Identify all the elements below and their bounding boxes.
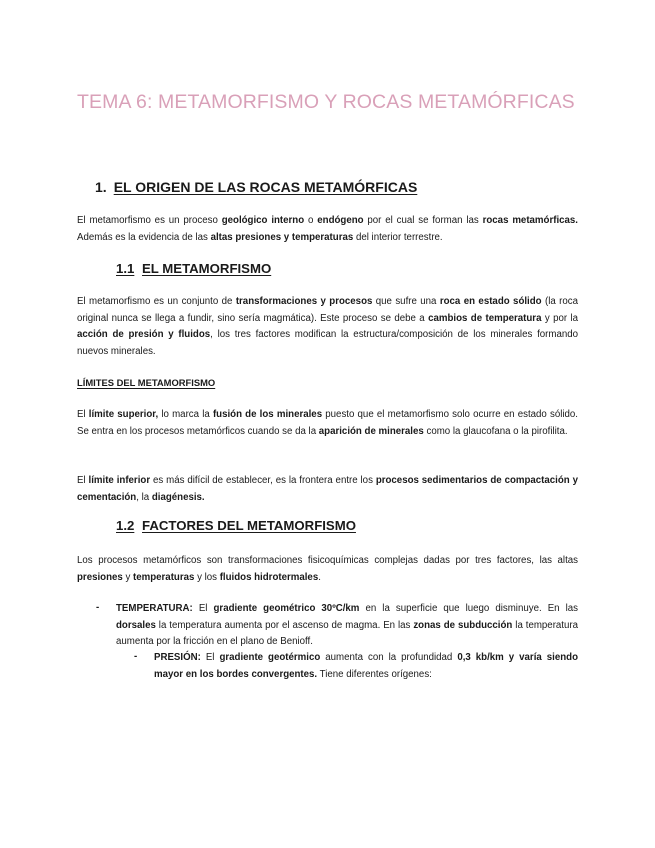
bold-text-run: geológico interno bbox=[221, 215, 305, 226]
bold-text-run: gradiente geométrico 30ºC/km bbox=[213, 603, 360, 614]
text-run: El metamorfismo es un conjunto de bbox=[77, 296, 236, 307]
bold-text-run: zonas de subducción bbox=[413, 619, 513, 631]
section-1-number: 1. bbox=[95, 179, 107, 195]
text-run: la temperatura aumenta por la fricción en el plano de Benioff. bbox=[116, 619, 578, 647]
bold-text-run: fluidos hidrotermales bbox=[219, 571, 319, 583]
bold-text-run: temperaturas bbox=[133, 571, 195, 583]
text-run: en la superficie que luego disminuye. En las bbox=[359, 603, 578, 614]
bold-text-run: acción de presión y fluidos bbox=[77, 329, 211, 340]
text-run: y bbox=[122, 571, 133, 583]
bold-text-run: rocas metamórficas. bbox=[482, 215, 579, 226]
section-1-2-number: 1.2 bbox=[116, 518, 135, 533]
text-run: El bbox=[77, 475, 89, 486]
text-run: o bbox=[304, 215, 318, 226]
section-1-title: EL ORIGEN DE LAS ROCAS METAMÓRFICAS bbox=[113, 179, 418, 195]
bold-text-run: procesos sedimentarios de compactación y cementación bbox=[77, 475, 578, 503]
bullet-dash-temperature: - bbox=[96, 602, 100, 613]
bold-text-run: presiones bbox=[77, 571, 123, 583]
text-run: , la bbox=[136, 491, 152, 503]
bold-text-run: cambios de temperatura bbox=[428, 312, 542, 324]
text-run: por el cual se forman las bbox=[363, 215, 483, 226]
section-1-2-heading bbox=[116, 518, 356, 533]
limits-lower-paragraph bbox=[77, 473, 578, 506]
bold-text-run: aparición de minerales bbox=[318, 425, 424, 437]
bold-text-run: altas presiones y temperaturas bbox=[210, 231, 354, 243]
limits-upper-paragraph bbox=[77, 407, 578, 440]
text-run: puesto que el metamorfismo solo ocurre en estado sólido. Se entra en los procesos metamórficos cuando se da la bbox=[77, 409, 578, 437]
text-run: El bbox=[192, 603, 214, 614]
text-run: . bbox=[318, 571, 321, 583]
bold-text-run: gradiente geotérmico bbox=[219, 652, 321, 663]
bullet-pressure bbox=[154, 650, 578, 683]
document-title: TEMA 6: METAMORFISMO Y ROCAS METAMÓRFICAS bbox=[77, 91, 575, 113]
bold-text-run: diagénesis. bbox=[151, 491, 205, 503]
text-run: , los tres factores modifican la estructura/composición de los minerales formando nuevos minerales. bbox=[77, 329, 578, 357]
text-run: El metamorfismo es un proceso bbox=[77, 215, 222, 226]
text-run: como la glaucofana o la pirofilita. bbox=[423, 425, 568, 437]
bold-text-run: roca en estado sólido bbox=[439, 296, 542, 307]
bold-text-run: TEMPERATURA: bbox=[116, 603, 193, 614]
bold-text-run: PRESIÓN: bbox=[154, 652, 201, 663]
text-run: la temperatura aumenta por el ascenso de magma. En las bbox=[155, 619, 414, 631]
section-1-paragraph bbox=[77, 213, 578, 246]
section-1-1-number: 1.1 bbox=[116, 261, 135, 276]
section-1-1-title: EL METAMORFISMO bbox=[142, 261, 272, 276]
section-1-1-paragraph bbox=[77, 294, 578, 360]
text-run: El bbox=[200, 652, 220, 663]
bold-text-run: endógeno bbox=[317, 215, 364, 226]
text-run: Además es la evidencia de las bbox=[77, 231, 211, 243]
section-1-1-heading bbox=[116, 261, 271, 276]
bold-text-run: límite inferior bbox=[88, 475, 151, 486]
bold-text-run: 0,3 kb/km y varía siendo mayor en los bordes convergentes. bbox=[154, 652, 578, 680]
bold-text-run: límite superior, bbox=[88, 409, 159, 420]
text-run: y por la bbox=[541, 312, 579, 324]
text-run: Los procesos metamórficos son transformaciones fisicoquímicas complejas dadas por tres factores, las altas bbox=[77, 555, 578, 566]
text-run: (la roca original nunca se llega a fundir, sino sería magmática). Este proceso se debe a bbox=[77, 296, 579, 324]
text-run: del interior terrestre. bbox=[353, 231, 443, 243]
section-1-2-title: FACTORES DEL METAMORFISMO bbox=[142, 518, 356, 533]
bold-text-run: transformaciones y procesos bbox=[235, 296, 373, 307]
text-run: es más difícil de establecer, es la frontera entre los bbox=[150, 475, 376, 486]
section-1-2-paragraph bbox=[77, 553, 578, 586]
text-run: y los bbox=[194, 571, 220, 583]
bold-text-run: dorsales bbox=[116, 619, 156, 631]
limits-heading: LÍMITES DEL METAMORFISMO bbox=[77, 377, 216, 388]
text-run: lo marca la bbox=[158, 409, 213, 420]
text-run: aumenta con la profundidad bbox=[320, 652, 458, 663]
bullet-temperature bbox=[116, 601, 578, 651]
section-1-heading bbox=[95, 179, 417, 195]
bullet-dash-pressure: - bbox=[134, 651, 138, 662]
text-run: Tiene diferentes orígenes: bbox=[317, 668, 432, 680]
bold-text-run: fusión de los minerales bbox=[212, 409, 323, 420]
text-run: que sufre una bbox=[372, 296, 440, 307]
text-run: El bbox=[77, 409, 89, 420]
